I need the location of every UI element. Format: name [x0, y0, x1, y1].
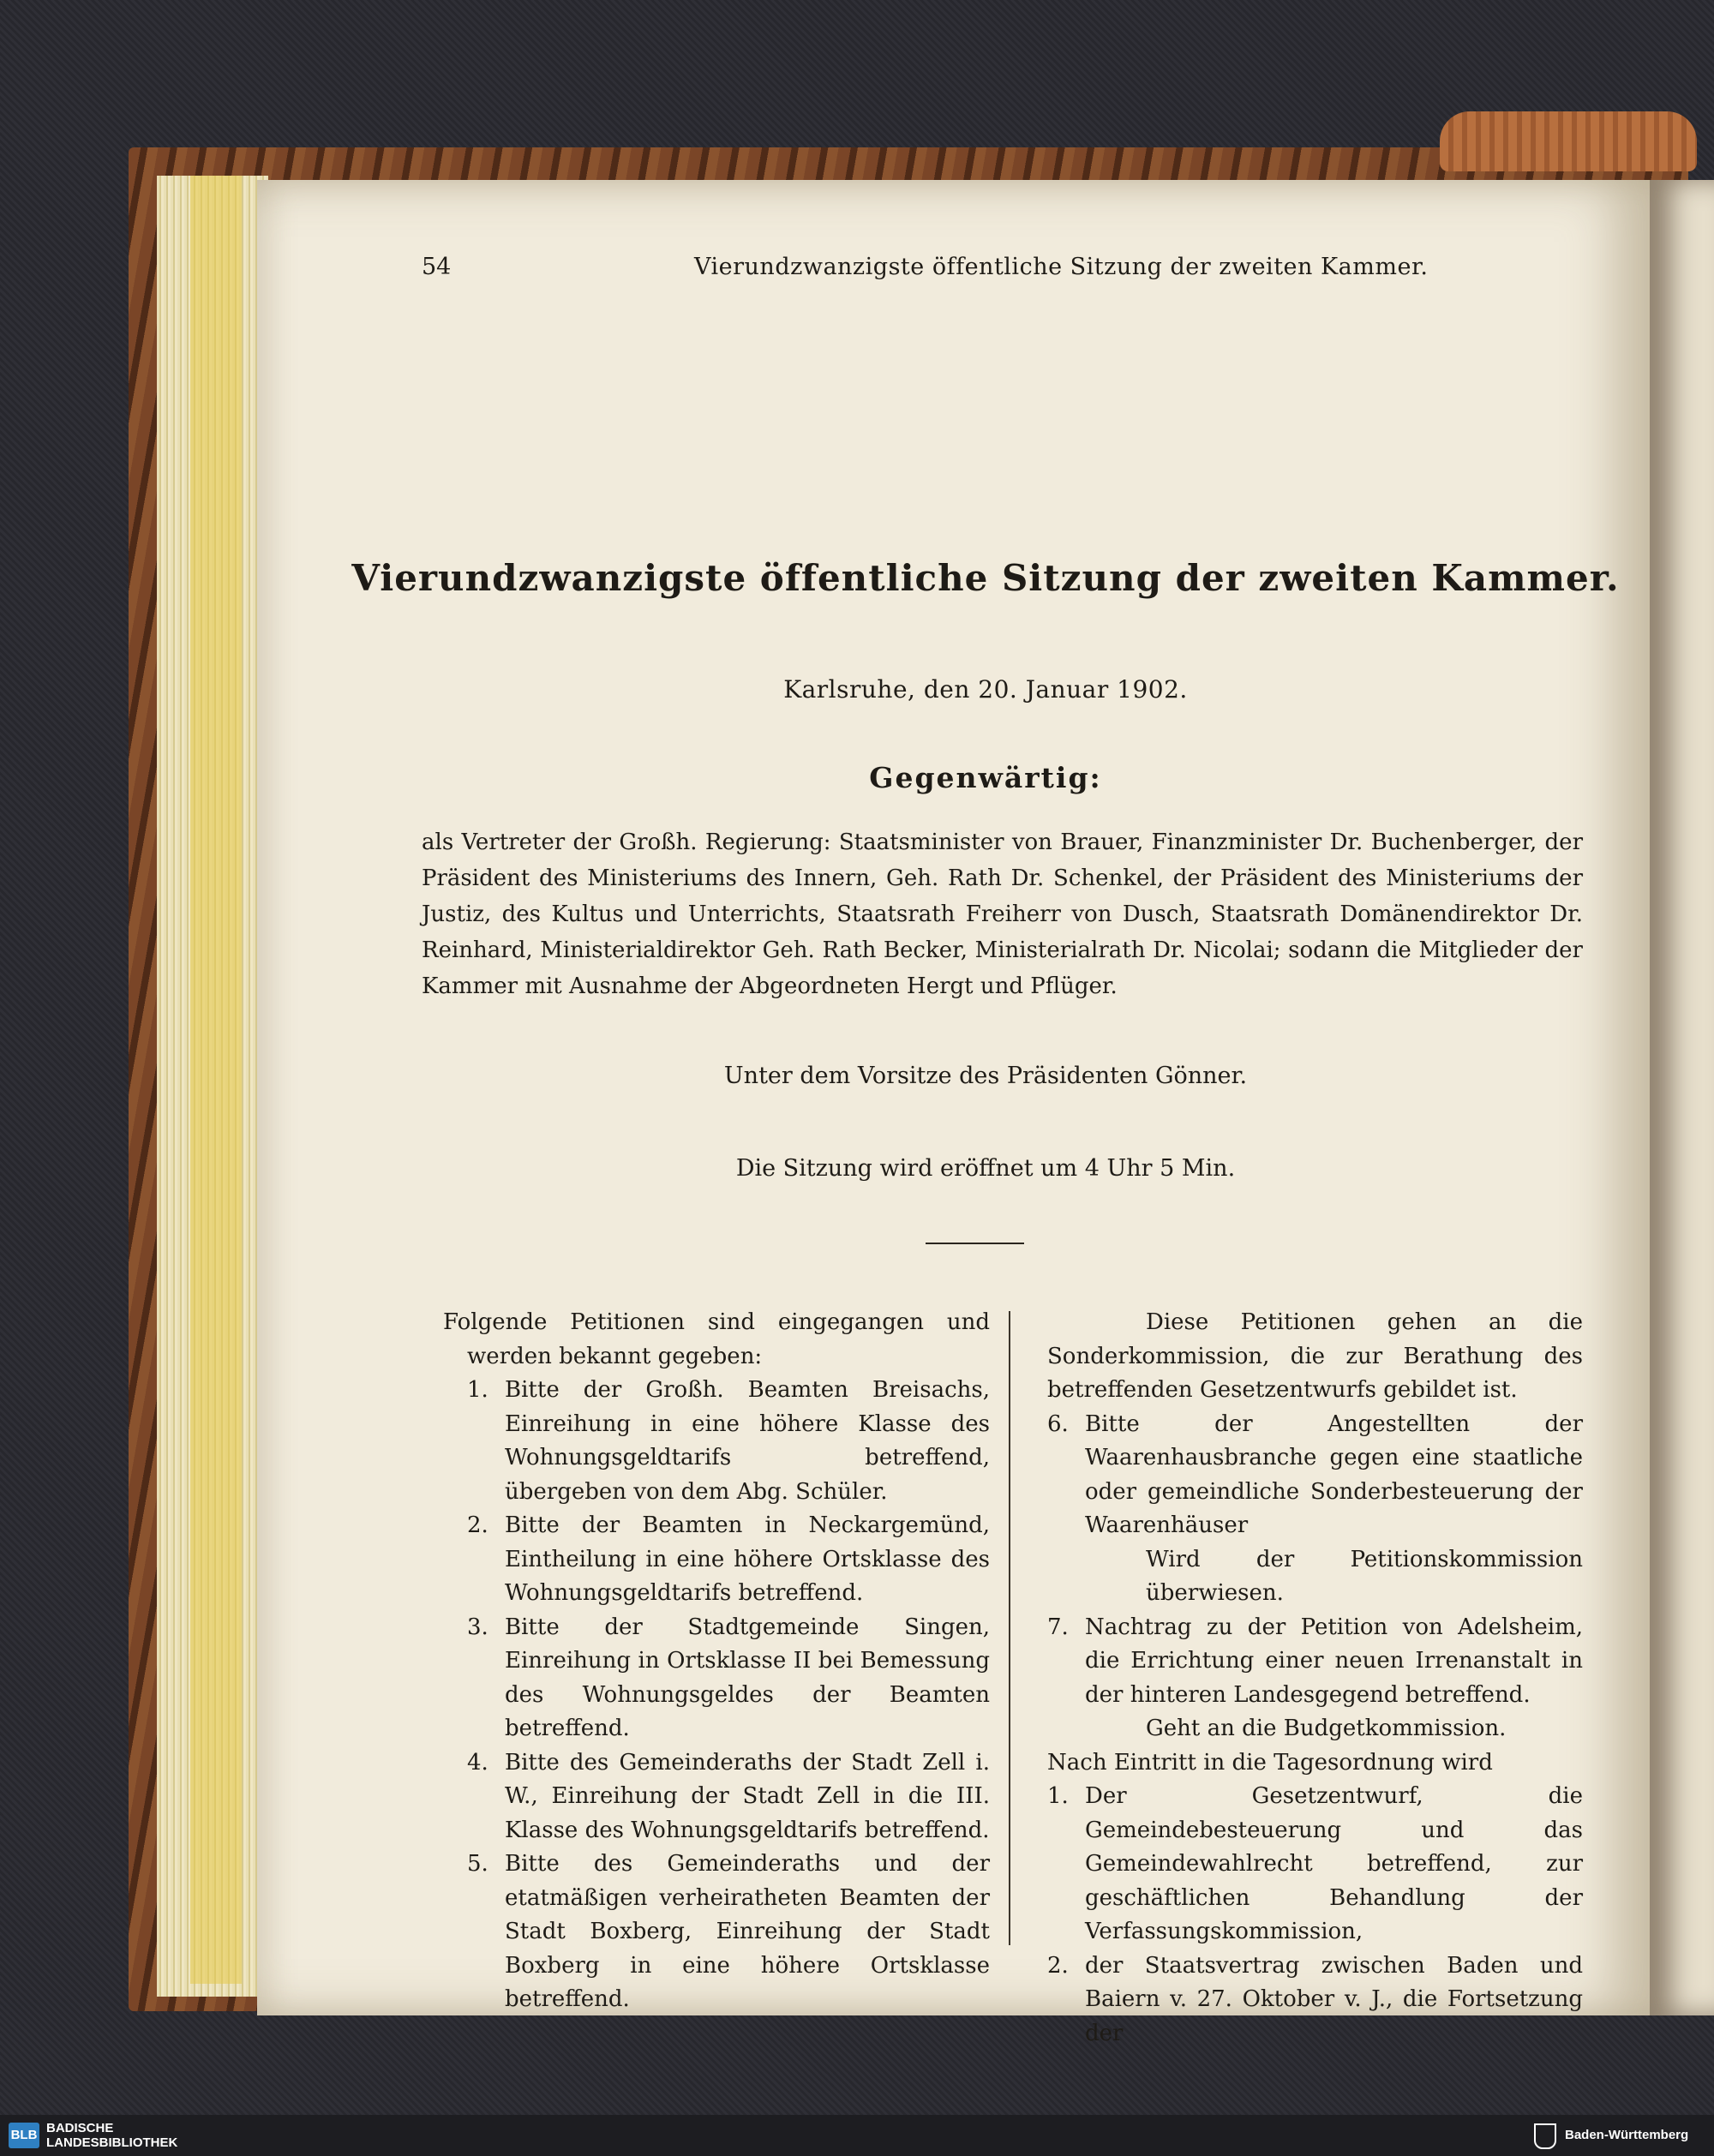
petition-item: [467, 1746, 990, 1848]
item-text: Bitte der Stadtgemeinde Singen, Einreihung in Ortsklasse II bei Bemessung des Wohnungsgeldes der Beamten betreffend.: [505, 1614, 990, 1741]
item-number: 1.: [467, 1377, 488, 1403]
page-title: Vierundzwanzigste öffentliche Sitzung der zweiten Kammer.: [351, 557, 1620, 599]
item-text: der Staatsvertrag zwischen Baden und Baiern v. 27. Oktober v. J., die Fortsetzung der: [1085, 1952, 1583, 2046]
agenda-item: [1047, 1780, 1583, 1949]
state-crest-icon: [1534, 2123, 1556, 2149]
item-number: 6.: [1047, 1410, 1069, 1437]
opening-line: Die Sitzung wird eröffnet um 4 Uhr 5 Min.: [735, 1155, 1236, 1182]
item-number: 3.: [467, 1614, 488, 1640]
item-text: Der Gesetzentwurf, die Gemeindebesteuerung und das Gemeindewahlrecht betreffend, zur geschäftlichen Behandlung der Verfassungskommission,: [1085, 1783, 1583, 1944]
item-text: Nachtrag zu der Petition von Adelsheim, die Errichtung einer neuen Irrenanstalt in der hinteren Landesgegend betreffend.: [1085, 1614, 1583, 1708]
location-date: Karlsruhe, den 20. Januar 1902.: [783, 675, 1188, 704]
viewer-footer: [0, 2115, 1714, 2156]
item-number: 4.: [467, 1749, 488, 1776]
library-name: [46, 2121, 177, 2150]
item-text: Bitte des Gemeinderaths der Stadt Zell i. W., Einreihung der Stadt Zell in die III. Klasse des Wohnungsgeldtarifs betreffend.: [505, 1749, 990, 1843]
column-divider: [1009, 1311, 1010, 1945]
gilt-edge: [190, 176, 242, 1984]
item-number: 7.: [1047, 1614, 1069, 1640]
petition-item: [1047, 1611, 1583, 1713]
left-column: [443, 1306, 990, 2017]
present-heading: Gegenwärtig:: [869, 761, 1102, 794]
item-number: 2.: [467, 1512, 488, 1538]
petition-item: [1047, 1408, 1583, 1543]
item-text: Bitte der Beamten in Neckargemünd, Eintheilung in eine höhere Ortsklasse des Wohnungsgeldtarifs betreffend.: [505, 1512, 990, 1606]
right-column: [1047, 1306, 1583, 2051]
library-name-line2: LANDESBIBLIOTHEK: [46, 2135, 178, 2150]
item-number: 2.: [1047, 1952, 1069, 1979]
page-number: 54: [422, 254, 452, 280]
petition-item: [467, 1848, 990, 2017]
petition-item: [467, 1509, 990, 1611]
agenda-intro: Nach Eintritt in die Tagesordnung wird: [1047, 1749, 1493, 1776]
petitions-intro: Folgende Petitionen sind eingegangen und werden bekannt gegeben:: [443, 1309, 990, 1369]
running-head: Vierundzwanzigste öffentliche Sitzung der zweiten Kammer.: [694, 254, 1429, 280]
facing-page-edge: [1650, 180, 1714, 2015]
item-number: 1.: [1047, 1783, 1069, 1809]
item-text: Bitte des Gemeinderaths und der etatmäßigen verheiratheten Beamten der Stadt Boxberg, Einreihung der Stadt Boxberg in eine höhere Ortsklasse betreffend.: [505, 1851, 990, 2012]
referral-note: Geht an die Budgetkommission.: [1146, 1716, 1507, 1741]
item-number: 5.: [467, 1851, 488, 1877]
petitions-referral: Diese Petitionen gehen an die Sonderkommission, die zur Berathung des betreffenden Gesetzentwurfs gebildet ist.: [1047, 1309, 1583, 1403]
agenda-item: [1047, 1949, 1583, 2051]
chair-line: Unter dem Vorsitze des Präsidenten Gönner.: [723, 1063, 1248, 1089]
item-text: Bitte der Angestellten der Waarenhausbranche gegen eine staatliche oder gemeindliche Sonderbesteuerung der Waarenhäuser: [1085, 1410, 1583, 1538]
petition-item: [467, 1374, 990, 1509]
present-paragraph: als Vertreter der Großh. Regierung: Staatsminister von Brauer, Finanzminister Dr. Buchenberger, der Präsident des Ministeriums des Innern, Geh. Rath Dr. Schenkel, der Präsident des Ministeriums der Justiz, des Kultus und Unterrichts, Staatsrath Freiherr von Dusch, Staatsrath Domänendirektor Dr. Reinhard, Ministerialdirektor Geh. Rath Becker, Ministerialrath Dr. Nicolai; sodann die Mitglieder der Kammer mit Ausnahme der Abgeordneten Hergt und Pflüger.: [422, 829, 1583, 999]
referral-note: Wird der Petitionskommission überwiesen.: [1146, 1546, 1583, 1606]
item-text: Bitte der Großh. Beamten Breisachs, Einreihung in eine höhere Klasse des Wohnungsgeldtarifs betreffend, übergeben von dem Abg. Schüler.: [505, 1377, 990, 1505]
state-name[interactable]: Baden-Württemberg: [1565, 2128, 1689, 2142]
blb-logo-icon[interactable]: BLB: [9, 2123, 39, 2148]
section-rule: [926, 1243, 1024, 1244]
library-name-line1: BADISCHE: [46, 2121, 114, 2135]
petition-item: [467, 1611, 990, 1746]
bookmark-ribbon: [1440, 111, 1697, 171]
